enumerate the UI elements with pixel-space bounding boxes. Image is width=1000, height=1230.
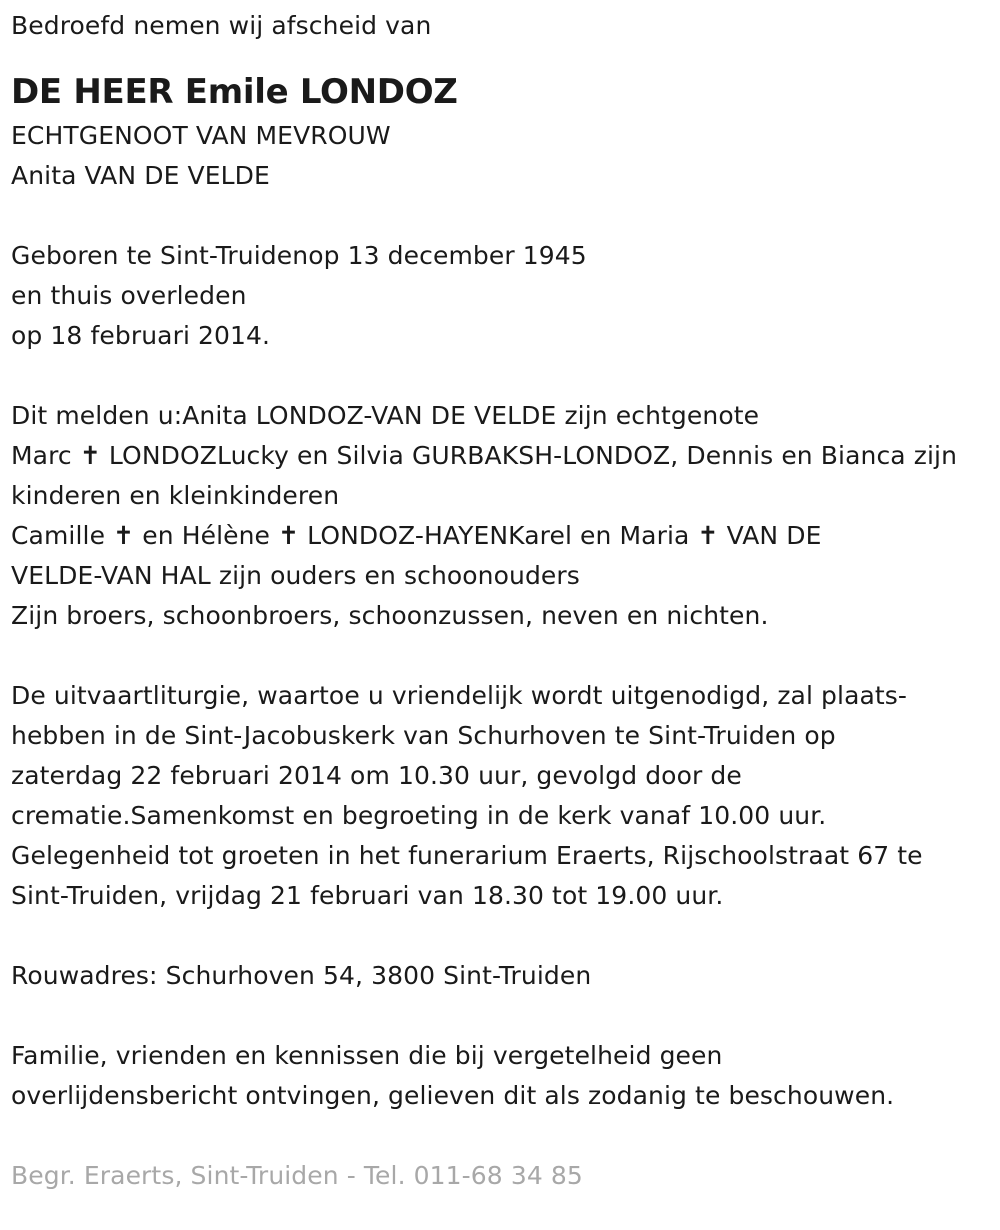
spacer: [11, 636, 988, 676]
funeral-line: zaterdag 22 februari 2014 om 10.30 uur, gevolgd door de: [11, 761, 742, 790]
cross-icon: ✝: [278, 521, 300, 550]
cross-icon: ✝: [697, 521, 719, 550]
cross-icon: ✝: [79, 441, 101, 470]
family-children-line-cont: kinderen en kleinkinderen: [11, 481, 340, 510]
family-text: en Hélène: [134, 521, 279, 550]
family-parents-line: [11, 516, 988, 556]
notice-section: [11, 1036, 988, 1116]
family-text: LONDOZLucky en Silvia GURBAKSH-LONDOZ, Dennis en Bianca zijn: [100, 441, 958, 470]
spouse-title: ECHTGENOOT VAN MEVROUW: [11, 121, 391, 150]
funeral-line: Gelegenheid tot groeten in het funerarium Eraerts, Rijschoolstraat 67 te: [11, 841, 923, 870]
birth-line: Geboren te Sint-Truidenop 13 december 1945: [11, 241, 587, 270]
intro-text: Bedroefd nemen wij afscheid van: [11, 11, 432, 40]
spacer: [11, 1116, 988, 1156]
family-children-line: [11, 436, 988, 476]
funeral-line: De uitvaartliturgie, waartoe u vriendelijk wordt uitgenodigd, zal plaats-: [11, 681, 908, 710]
spacer: [11, 356, 988, 396]
death-date-line: op 18 februari 2014.: [11, 321, 271, 350]
family-text: Camille: [11, 521, 114, 550]
funeral-section: [11, 676, 988, 916]
spacer: [11, 196, 988, 236]
funeral-line: hebben in de Sint-Jacobuskerk van Schurhoven te Sint-Truiden op: [11, 721, 836, 750]
family-parents-line-cont: VELDE-VAN HAL zijn ouders en schoonouders: [11, 561, 580, 590]
family-spouse-line: Dit melden u:Anita LONDOZ-VAN DE VELDE zijn echtgenote: [11, 401, 760, 430]
cross-icon: ✝: [113, 521, 135, 550]
spacer: [11, 916, 988, 956]
funeral-home-footer: Begr. Eraerts, Sint-Truiden - Tel. 011-68 34 85: [11, 1161, 583, 1190]
funeral-line: Sint-Truiden, vrijdag 21 februari van 18.30 tot 19.00 uur.: [11, 881, 724, 910]
family-text: Marc: [11, 441, 80, 470]
mourning-address: Rouwadres: Schurhoven 54, 3800 Sint-Truiden: [11, 961, 592, 990]
family-relatives-line: Zijn broers, schoonbroers, schoonzussen, neven en nichten.: [11, 601, 769, 630]
family-text: VAN DE: [718, 521, 822, 550]
deceased-name: DE HEER Emile LONDOZ: [11, 72, 458, 112]
spouse-name: Anita VAN DE VELDE: [11, 161, 270, 190]
death-place-line: en thuis overleden: [11, 281, 247, 310]
notice-line: overlijdensbericht ontvingen, gelieven dit als zodanig te beschouwen.: [11, 1081, 895, 1110]
funeral-line: crematie.Samenkomst en begroeting in de kerk vanaf 10.00 uur.: [11, 801, 827, 830]
family-text: LONDOZ-HAYENKarel en Maria: [299, 521, 698, 550]
birth-death-section: [11, 236, 988, 356]
notice-line: Familie, vrienden en kennissen die bij vergetelheid geen: [11, 1041, 723, 1070]
spacer: [11, 996, 988, 1036]
family-section: [11, 396, 988, 636]
